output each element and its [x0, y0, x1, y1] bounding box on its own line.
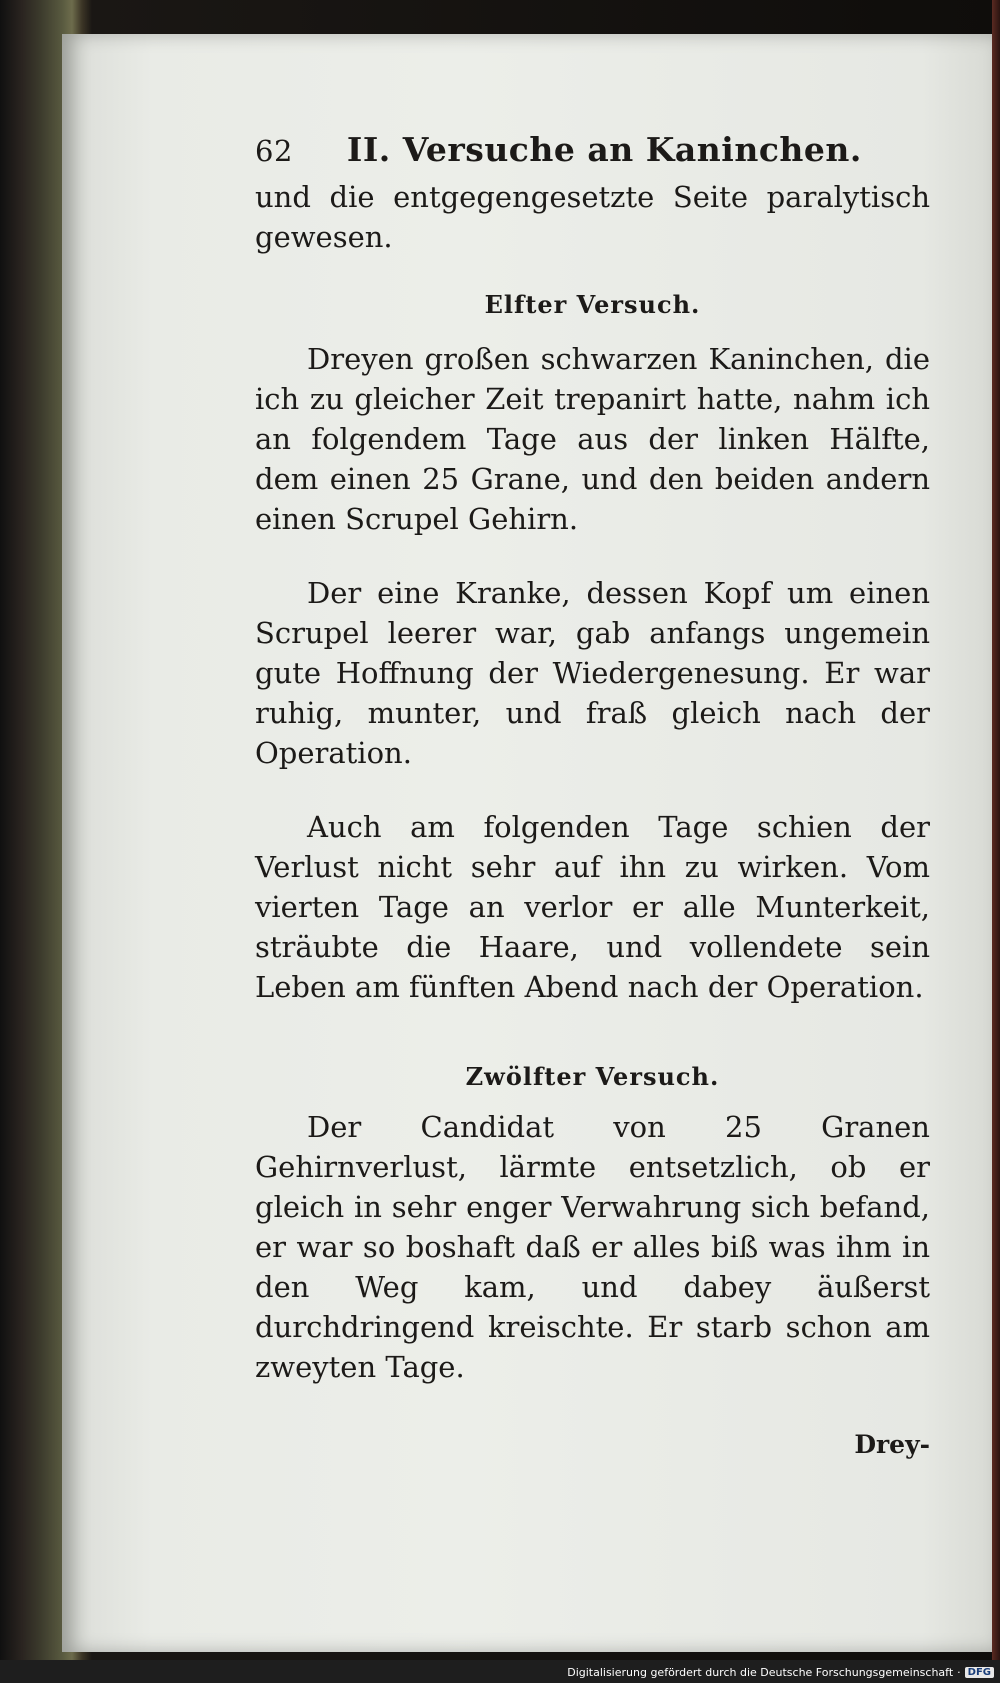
section-heading-zwoelfter: Zwölfter Versuch.: [465, 1062, 720, 1091]
paragraph: Der eine Kranke, dessen Kopf um einen Scrupel leerer war, gab anfangs ungemein gute Hoffnung der Wiedergenesung. Er war ruhig, munter, und fraß gleich nach der Operation.: [255, 576, 930, 770]
running-header: [255, 130, 930, 171]
running-title: Versuche an Kaninchen.: [402, 130, 862, 169]
section-heading-elfter: Elfter Versuch.: [484, 290, 701, 319]
page-number: 62: [255, 134, 293, 168]
dfg-logo: DFG: [965, 1667, 994, 1678]
digitization-credit: Digitalisierung gefördert durch die Deutsche Forschungsgemeinschaft · DFG: [567, 1666, 994, 1679]
opening-lines: und die entgegengesetzte Seite paralytisch gewesen.: [255, 180, 930, 254]
book-cover-edge: [992, 0, 1000, 1660]
chapter-number: II.: [346, 130, 391, 169]
paragraph: Auch am folgenden Tage schien der Verlust nicht sehr auf ihn zu wirken. Vom vierten Tage an verlor er alle Munterkeit, sträubte die Haare, und vollendete sein Leben am fünften Abend nach der Operation.: [255, 810, 930, 1004]
credit-text: Digitalisierung gefördert durch die Deutsche Forschungsgemeinschaft: [567, 1666, 954, 1679]
catchword: Drey-: [854, 1430, 930, 1459]
paragraph: Der Candidat von 25 Granen Gehirnverlust, lärmte entsetzlich, ob er gleich in sehr enger Verwahrung sich befand, er war so boshaft daß er alles biß was ihm in den Weg kam, und dabey äußerst durchdringend kreischte. Er starb schon am zweyten Tage.: [255, 1110, 930, 1384]
page-text: [255, 130, 930, 1465]
paragraph: Dreyen großen schwarzen Kaninchen, die ich zu gleicher Zeit trepanirt hatte, nahm ich an folgendem Tage aus der linken Hälfte, dem einen 25 Grane, und den beiden andern einen Scrupel Gehirn.: [255, 342, 930, 536]
